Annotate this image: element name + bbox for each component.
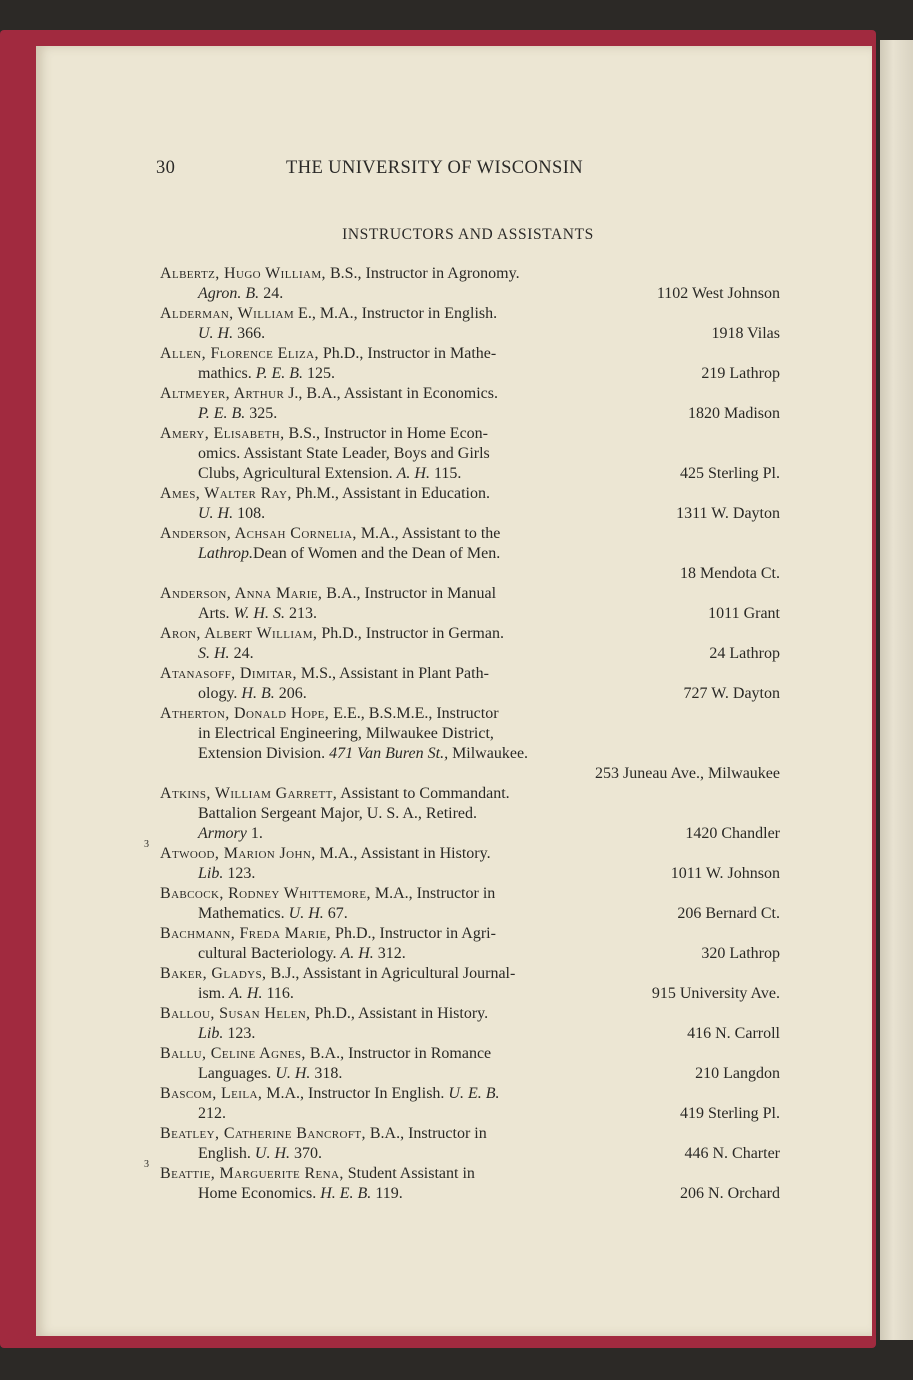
entry-line xyxy=(36,264,872,284)
home-address: 206 Bernard Ct. xyxy=(677,905,780,922)
entry-line xyxy=(36,1144,872,1164)
person-name: Atanasoff, Dimitar, xyxy=(160,665,297,682)
office-location: U. H. xyxy=(288,905,324,922)
room-number: 108. xyxy=(233,505,266,522)
entry-line xyxy=(36,1064,872,1084)
office-location: H. E. B. xyxy=(320,1185,372,1202)
directory-entry xyxy=(36,304,872,344)
entry-text: M.A., Instructor in xyxy=(370,885,496,902)
room-number: 123. xyxy=(223,1025,256,1042)
entry-text: Assistant to Commandant. xyxy=(337,785,510,802)
entry-line xyxy=(36,1124,872,1144)
person-name: Beattie, Marguerite Rena, xyxy=(160,1165,344,1182)
person-name: Babcock, Rodney Whittemore, xyxy=(160,885,371,902)
entry-line xyxy=(36,284,872,304)
directory-entry xyxy=(36,839,872,884)
room-number: 318. xyxy=(310,1065,343,1082)
entry-text: 212. xyxy=(198,1105,226,1122)
person-name: Allen, Florence Eliza, xyxy=(160,345,319,362)
home-address: 24 Lathrop xyxy=(709,645,780,662)
room-number: 1. xyxy=(246,825,263,842)
entry-line xyxy=(36,544,872,564)
office-location: S. H. xyxy=(198,645,230,662)
person-name: Ames, Walter Ray, xyxy=(160,485,292,502)
entry-text: M.A., Assistant in History. xyxy=(315,845,491,862)
person-name: Atkins, William Garrett, xyxy=(160,785,338,802)
directory-entry xyxy=(36,1044,872,1084)
entry-text: E.E., B.S.M.E., Instructor xyxy=(329,705,499,722)
person-name: Ballu, Celine Agnes, xyxy=(160,1045,306,1062)
person-name: Ballou, Susan Helen, xyxy=(160,1005,311,1022)
entry-text: in Electrical Engineering, Milwaukee District, xyxy=(198,725,494,742)
entry-line xyxy=(36,304,872,324)
room-number: 24. xyxy=(229,645,254,662)
office-location: U. H. xyxy=(198,325,234,342)
directory-entry xyxy=(36,1084,872,1124)
office-location: Lathrop. xyxy=(198,545,253,562)
person-name: Alderman, William xyxy=(160,305,295,322)
room-number: 213. xyxy=(284,605,317,622)
directory-entry xyxy=(36,964,872,1004)
person-name: Beatley, Catherine Bancroft, xyxy=(160,1125,366,1142)
office-location: Lib. xyxy=(198,865,224,882)
office-location: H. B. xyxy=(241,685,275,702)
directory-entry xyxy=(36,264,872,304)
entry-line xyxy=(36,364,872,384)
entry-line xyxy=(36,924,872,944)
entry-text: mathics. xyxy=(198,365,256,382)
directory-entry xyxy=(36,664,872,704)
entry-line xyxy=(36,1044,872,1064)
entry-text: omics. Assistant State Leader, Boys and Girls xyxy=(198,445,490,462)
person-name: Atwood, Marion John, xyxy=(160,845,316,862)
entry-line xyxy=(36,844,872,864)
room-number: 115. xyxy=(429,465,462,482)
entry-text: Clubs, Agricultural Extension. xyxy=(198,465,397,482)
entry-address: 18 Mendota Ct. xyxy=(680,565,780,582)
entry-text: Mathematics. xyxy=(198,905,289,922)
entry-text: B.A., Instructor in Romance xyxy=(305,1045,492,1062)
entry-line xyxy=(36,644,872,664)
person-name: Bachmann, Freda Marie, xyxy=(160,925,332,942)
entry-text: M.A., Assistant to the xyxy=(356,525,501,542)
office-location: U. H. xyxy=(275,1065,311,1082)
running-head xyxy=(36,158,872,184)
entry-text: M.A., Instructor In English. xyxy=(262,1085,449,1102)
entry-line xyxy=(36,944,872,964)
room-number: 123. xyxy=(223,865,256,882)
office-location: Armory xyxy=(198,825,247,842)
directory-entry xyxy=(36,424,872,484)
entry-text: English. xyxy=(198,1145,255,1162)
entry-line xyxy=(36,784,872,804)
entry-line xyxy=(36,324,872,344)
office-location: P. E. B. xyxy=(198,405,246,422)
room-number: 24. xyxy=(259,285,284,302)
directory-entry xyxy=(36,624,872,664)
home-address: 1420 Chandler xyxy=(685,825,780,842)
room-number: 116. xyxy=(262,985,294,1002)
entry-text: Ph.D., Instructor in German. xyxy=(317,625,504,642)
entry-line xyxy=(36,504,872,524)
entry-line xyxy=(36,404,872,424)
room-number: 370. xyxy=(290,1145,322,1162)
directory-entry xyxy=(36,344,872,384)
directory-entry xyxy=(36,704,872,784)
entry-text: Ph.M., Assistant in Education. xyxy=(291,485,490,502)
entry-line xyxy=(36,724,872,744)
room-number: 366. xyxy=(233,325,266,342)
person-name: Anderson, Anna Marie, xyxy=(160,585,323,602)
entry-text: B.S., Instructor in Agronomy. xyxy=(325,265,520,282)
office-location: A. H. xyxy=(340,945,374,962)
entry-line xyxy=(36,684,872,704)
entry-text: cultural Bacteriology. xyxy=(198,945,341,962)
entry-line xyxy=(36,904,872,924)
footnote-marker: 3 xyxy=(144,1159,149,1170)
entry-line xyxy=(36,804,872,824)
room-number: 325. xyxy=(245,405,278,422)
entry-line xyxy=(36,1184,872,1204)
entry-text: Extension Division. xyxy=(198,745,330,762)
entry-text: B.J., Assistant in Agricultural Journal- xyxy=(266,965,516,982)
office-location: A. H. xyxy=(229,985,263,1002)
entry-text: B.A., Instructor in Manual xyxy=(322,585,497,602)
entry-text: B.S., Instructor in Home Econ- xyxy=(284,425,488,442)
entry-text: ology. xyxy=(198,685,242,702)
entry-line xyxy=(36,1004,872,1024)
section-heading: INSTRUCTORS AND ASSISTANTS xyxy=(342,226,594,243)
directory-entries xyxy=(36,264,872,1204)
home-address: 1311 W. Dayton xyxy=(676,505,780,522)
entry-line xyxy=(36,1164,872,1184)
footnote-marker: 3 xyxy=(144,839,149,850)
entry-line xyxy=(36,384,872,404)
entry-line xyxy=(36,664,872,684)
entry-text: Ph.D., Assistant in History. xyxy=(310,1005,489,1022)
home-address: 210 Langdon xyxy=(695,1065,780,1082)
office-location: 471 Van Buren St., xyxy=(329,745,449,762)
entry-line xyxy=(36,584,872,604)
home-address: 419 Sterling Pl. xyxy=(679,1105,780,1122)
room-number: 67. xyxy=(323,905,348,922)
entry-line xyxy=(36,884,872,904)
home-address: 1820 Madison xyxy=(688,405,780,422)
entry-line xyxy=(36,744,872,764)
entry-line xyxy=(36,624,872,644)
directory-entry xyxy=(36,1004,872,1044)
entry-line xyxy=(36,604,872,624)
entry-line xyxy=(36,464,872,484)
entry-text: Home Economics. xyxy=(198,1185,321,1202)
entry-line xyxy=(36,344,872,364)
entry-line xyxy=(36,1084,872,1104)
entry-line xyxy=(36,864,872,884)
directory-entry xyxy=(36,1124,872,1164)
person-name: Bascom, Leila, xyxy=(160,1085,263,1102)
person-name: Anderson, Achsah Cornelia, xyxy=(160,525,357,542)
office-location: U. E. B. xyxy=(448,1085,500,1102)
entry-text: Languages. xyxy=(198,1065,276,1082)
office-location: Agron. B. xyxy=(198,285,260,302)
room-number: 312. xyxy=(373,945,406,962)
person-name: Amery, Elisabeth, xyxy=(160,425,285,442)
home-address: 446 N. Charter xyxy=(684,1145,780,1162)
entry-line xyxy=(36,964,872,984)
entry-text: B.A., Instructor in xyxy=(365,1125,487,1142)
entry-line xyxy=(36,524,872,544)
entry-text: E., M.A., Instructor in English. xyxy=(294,305,498,322)
office-location: W. H. S. xyxy=(233,605,285,622)
person-name: Altmeyer, Arthur xyxy=(160,385,285,402)
office-location: A. H. xyxy=(396,465,430,482)
entry-address: 253 Juneau Ave., Milwaukee xyxy=(595,765,780,782)
entry-text: Ph.D., Instructor in Agri- xyxy=(331,925,496,942)
entry-text: J., B.A., Assistant in Economics. xyxy=(284,385,498,402)
entry-text: Battalion Sergeant Major, U. S. A., Retired. xyxy=(198,805,478,822)
room-number: 119. xyxy=(371,1185,403,1202)
person-name: Baker, Gladys, xyxy=(160,965,267,982)
home-address: 219 Lathrop xyxy=(701,365,780,382)
publication-title: THE UNIVERSITY OF WISCONSIN xyxy=(286,158,584,178)
home-address: 416 N. Carroll xyxy=(687,1025,780,1042)
room-number: 206. xyxy=(274,685,307,702)
person-name: Atherton, Donald Hope, xyxy=(160,705,330,722)
home-address: 1011 W. Johnson xyxy=(670,865,780,882)
office-location: Lib. xyxy=(198,1025,224,1042)
entry-text: ism. xyxy=(198,985,230,1002)
home-address: 320 Lathrop xyxy=(701,945,780,962)
page-number: 30 xyxy=(156,158,176,178)
book-page xyxy=(36,46,872,1336)
directory-entry xyxy=(36,484,872,524)
entry-line xyxy=(36,984,872,1004)
entry-line xyxy=(36,444,872,464)
home-address: 1918 Vilas xyxy=(711,325,780,342)
room-number: 125. xyxy=(303,365,336,382)
entry-line xyxy=(36,424,872,444)
office-location: P. E. B. xyxy=(255,365,304,382)
home-address: 915 University Ave. xyxy=(651,985,780,1002)
room-number: Dean of Women and the Dean of Men. xyxy=(252,545,501,562)
home-address: 206 N. Orchard xyxy=(680,1185,780,1202)
room-number: Milwaukee. xyxy=(448,745,529,762)
office-location: U. H. xyxy=(254,1145,290,1162)
home-address: 727 W. Dayton xyxy=(683,685,780,702)
directory-entry xyxy=(36,584,872,624)
home-address: 1011 Grant xyxy=(708,605,780,622)
entry-line xyxy=(36,484,872,504)
home-address: 425 Sterling Pl. xyxy=(679,465,780,482)
entry-line xyxy=(36,824,872,844)
entry-text: Ph.D., Instructor in Mathe- xyxy=(318,345,497,362)
directory-entry xyxy=(36,384,872,424)
directory-entry xyxy=(36,884,872,924)
entry-line xyxy=(36,1104,872,1124)
person-name: Albertz, Hugo William, xyxy=(160,265,326,282)
directory-entry xyxy=(36,1159,872,1204)
entry-text: Arts. xyxy=(198,605,234,622)
directory-entry xyxy=(36,524,872,584)
directory-entry xyxy=(36,924,872,964)
entry-text: M.S., Assistant in Plant Path- xyxy=(296,665,489,682)
office-location: U. H. xyxy=(198,505,234,522)
entry-text: Student Assistant in xyxy=(343,1165,475,1182)
entry-line xyxy=(36,704,872,724)
next-page-edge xyxy=(880,40,913,1340)
home-address: 1102 West Johnson xyxy=(656,285,780,302)
entry-line xyxy=(36,1024,872,1044)
person-name: Aron, Albert William, xyxy=(160,625,318,642)
directory-entry xyxy=(36,784,872,844)
